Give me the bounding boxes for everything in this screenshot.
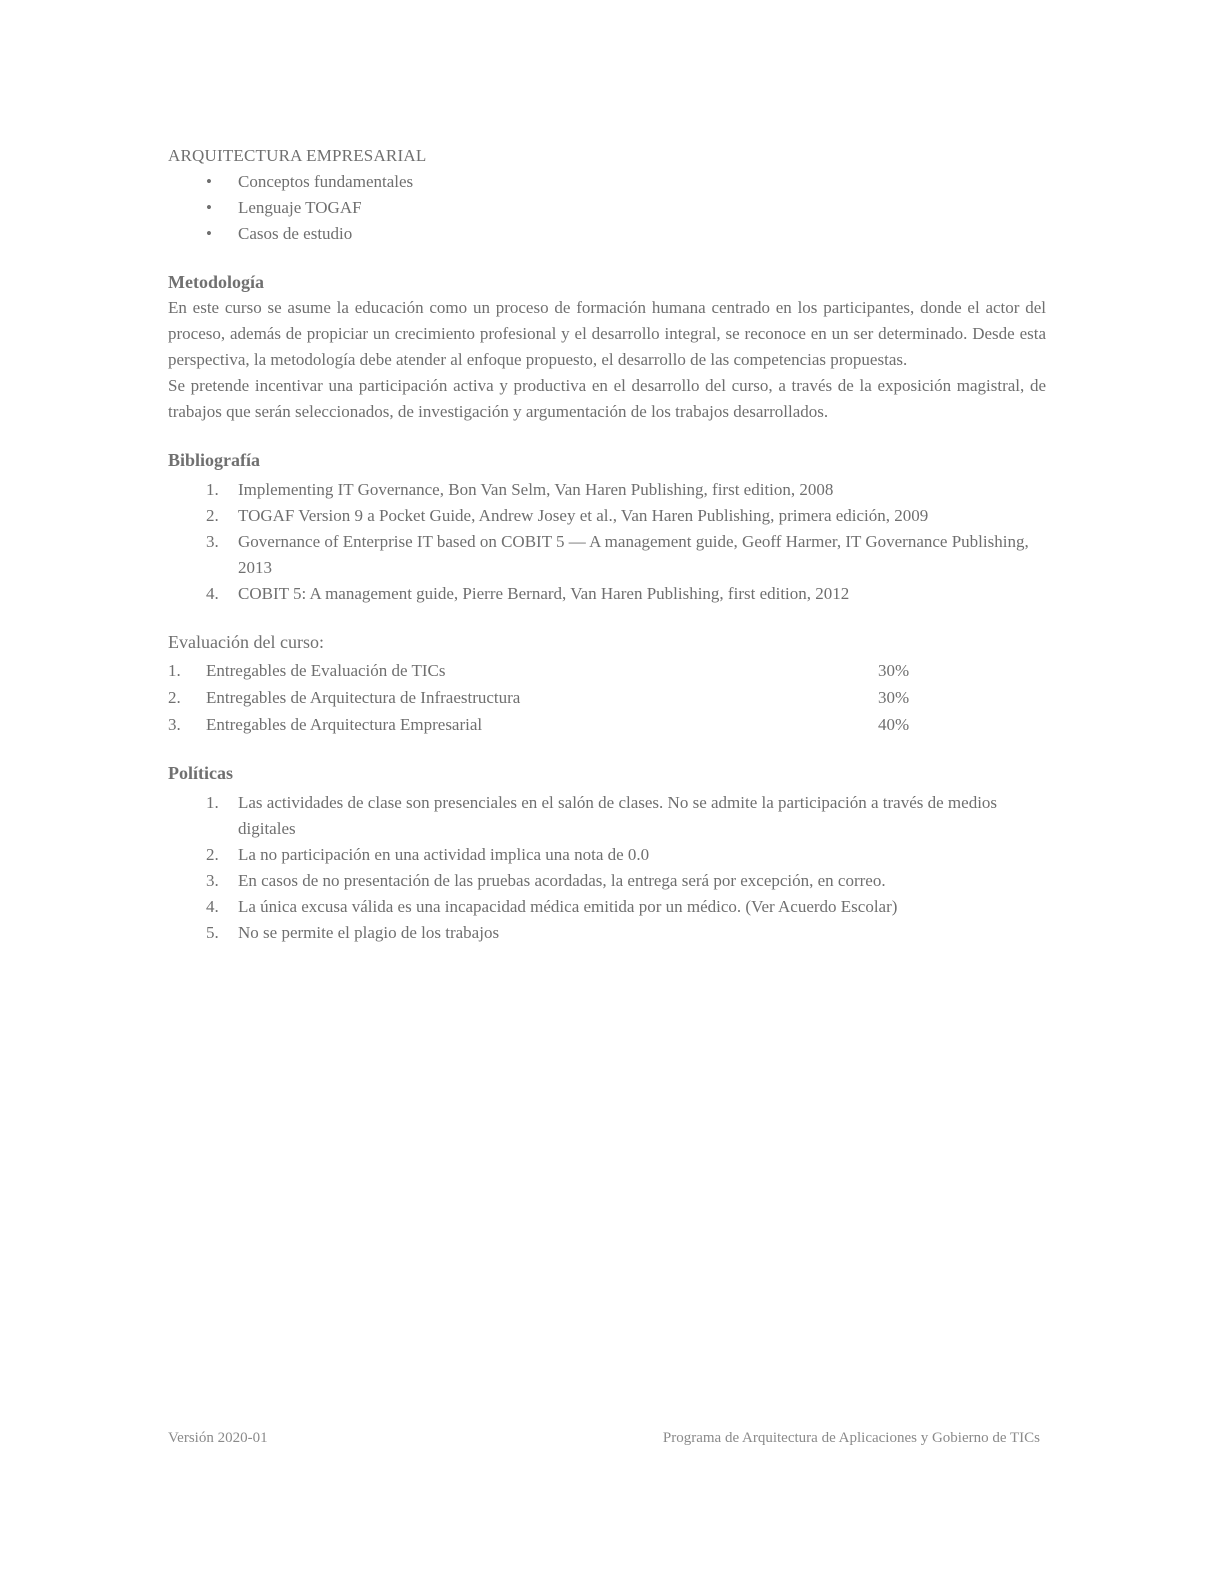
list-item — [206, 868, 1046, 894]
list-item — [206, 529, 1046, 581]
list-item: • Lenguaje TOGAF — [238, 195, 1046, 221]
list-item — [206, 503, 1046, 529]
page-footer — [168, 1430, 1040, 1447]
list-item — [206, 894, 1046, 920]
methodology-paragraph: En este curso se asume la educación como un proceso de formación humana centrado en los participantes, donde el actor del proceso, además de propiciar un crecimiento profesional y el desarrollo integral, se reconoce en un ser determinado. Desde esta perspectiva, la metodología debe atender al enfoque propuesto, el desarrollo de las competencias propuestas. — [168, 298, 1046, 369]
policy-text: No se permite el plagio de los trabajos — [238, 923, 500, 942]
evaluation-table — [168, 657, 918, 738]
evaluation-weight: 30% — [878, 661, 910, 680]
list-item — [206, 790, 1046, 842]
footer-version: Versión 2020-01 — [168, 1430, 268, 1446]
list-number: 3. — [206, 532, 219, 551]
table-row — [168, 684, 918, 711]
list-number: 1. — [206, 793, 219, 812]
list-number: 3. — [206, 871, 219, 890]
bibliography-list — [168, 477, 1046, 607]
evaluation-label: Entregables de Evaluación de TICs — [206, 661, 446, 680]
footer-program-title: Programa de Arquitectura de Aplicaciones y Gobierno de TICs — [662, 1430, 1040, 1446]
list-number: 3. — [168, 715, 181, 734]
list-item: • Casos de estudio — [238, 221, 1046, 247]
policy-text: En casos de no presentación de las pruebas acordadas, la entrega será por excepción, en correo. — [238, 871, 886, 890]
list-number: 4. — [206, 584, 219, 603]
list-number: 1. — [206, 480, 219, 499]
table-row — [168, 657, 918, 684]
evaluation-heading: Evaluación del curso: — [168, 632, 324, 652]
page-content — [168, 143, 1046, 946]
list-item — [206, 477, 1046, 503]
methodology-paragraph: Se pretende incentivar una participación activa y productiva en el desarrollo del curso, a través de la exposición magistral, de trabajos que serán seleccionados, de investigación y argumentación de los trabajos desarrollados. — [168, 376, 1046, 421]
policy-text: La no participación en una actividad implica una nota de 0.0 — [238, 845, 650, 864]
list-item — [206, 920, 1046, 946]
bibliography-entry: COBIT 5: A management guide, Pierre Bernard, Van Haren Publishing, first edition, 2012 — [238, 584, 850, 603]
bibliography-entry: Governance of Enterprise IT based on COBIT 5 — A management guide, Geoff Harmer, IT Governance Publishing, 2013 — [238, 532, 1029, 577]
bibliography-entry: TOGAF Version 9 a Pocket Guide, Andrew Josey et al., Van Haren Publishing, primera edición, 2009 — [238, 506, 929, 525]
policies-list — [168, 790, 1046, 946]
list-item: • Conceptos fundamentales — [238, 169, 1046, 195]
list-item — [206, 842, 1046, 868]
list-number: 1. — [168, 661, 181, 680]
topic-title: ARQUITECTURA EMPRESARIAL — [168, 146, 427, 165]
policy-text: Las actividades de clase son presenciales en el salón de clases. No se admite la participación a través de medios digitales — [238, 793, 998, 838]
policies-heading: Políticas — [168, 763, 233, 783]
topic-bullet-list — [168, 169, 1046, 247]
table-row — [168, 711, 918, 738]
methodology-heading: Metodología — [168, 272, 264, 292]
evaluation-label: Entregables de Arquitectura de Infraestructura — [206, 688, 521, 707]
policy-text: La única excusa válida es una incapacidad médica emitida por un médico. (Ver Acuerdo Escolar) — [238, 897, 898, 916]
bibliography-entry: Implementing IT Governance, Bon Van Selm, Van Haren Publishing, first edition, 2008 — [238, 480, 834, 499]
evaluation-weight: 40% — [878, 715, 910, 734]
evaluation-label: Entregables de Arquitectura Empresarial — [206, 715, 483, 734]
list-number: 2. — [206, 845, 219, 864]
list-number: 4. — [206, 897, 219, 916]
list-item — [206, 581, 1046, 607]
list-number: 2. — [206, 506, 219, 525]
list-number: 2. — [168, 688, 181, 707]
list-number: 5. — [206, 923, 219, 942]
bibliography-heading: Bibliografía — [168, 450, 261, 470]
evaluation-weight: 30% — [878, 688, 910, 707]
